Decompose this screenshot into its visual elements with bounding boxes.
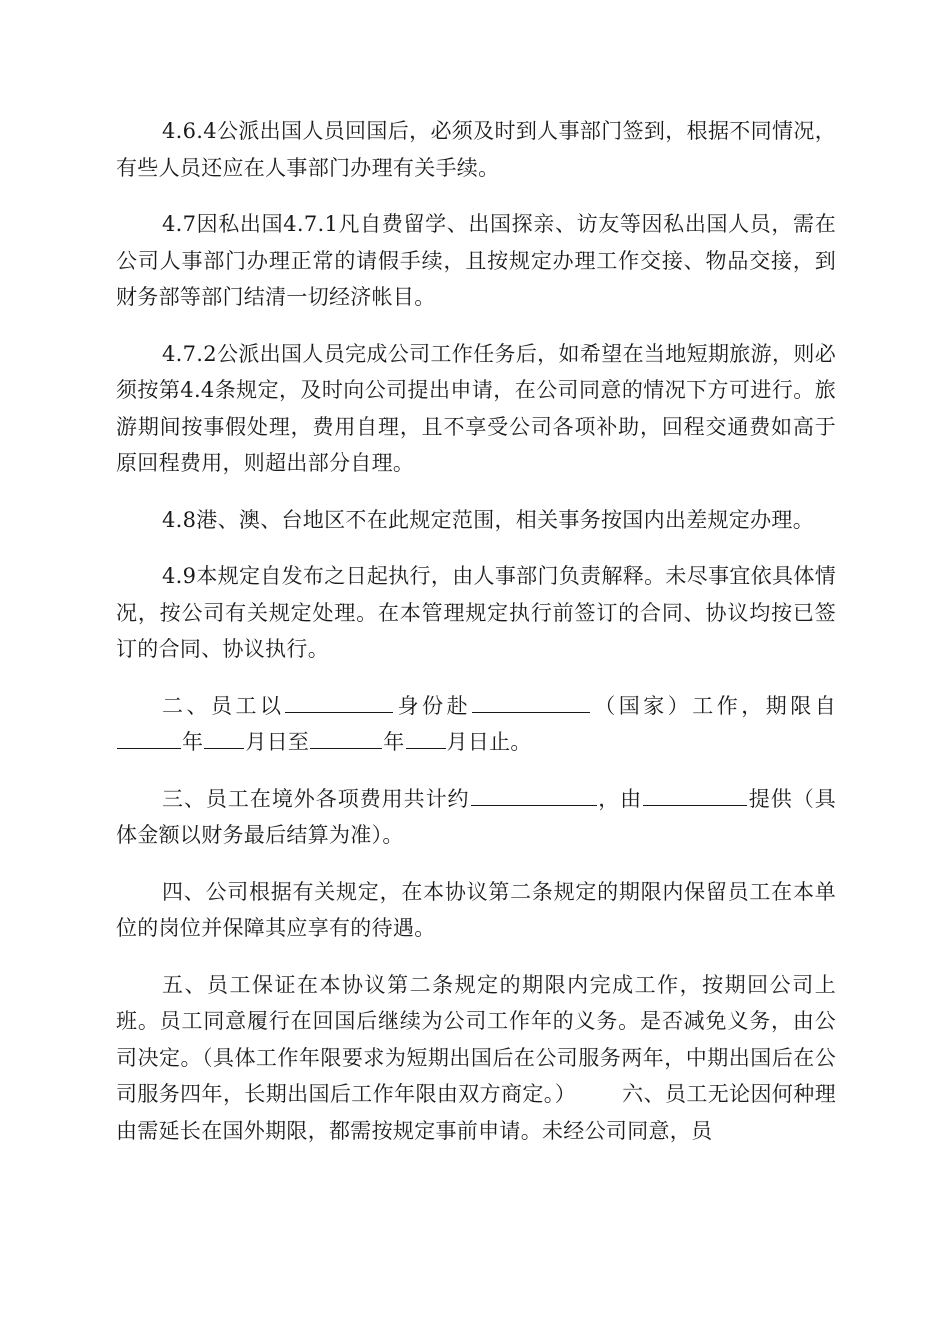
clause-2-text-3: （国家）工作，期限自 <box>591 693 836 718</box>
paragraph-4-8: 4.8港、澳、台地区不在此规定范围，相关事务按国内出差规定办理。 <box>162 507 814 532</box>
provider-blank <box>643 804 747 806</box>
clause-3-text-1: 三、员工在境外各项费用共计约 <box>162 786 470 811</box>
clause-3-text-3: 提供（具体金额以财务最后结算为准）。 <box>116 786 837 847</box>
start-month-blank <box>204 747 244 749</box>
end-month-blank <box>406 747 446 749</box>
paragraph-4-7: 4.7因私出国4.7.1凡自费留学、出国探亲、访友等因私出国人员，需在公司人事部门办理正常的请假手续，且按规定办理工作交接、物品交接，到财务部等部门结清一切经济帐目。 <box>116 212 836 309</box>
clause-3-text-2: ，由 <box>597 786 643 811</box>
clause-6-text: 六、员工无论因何种理由需延长在国外期限，都需按规定事前申请。未经公司同意，员 <box>116 1082 836 1143</box>
paragraph-4-7-2: 4.7.2公派出国人员完成公司工作任务后，如希望在当地短期旅游，则必须按第4.4条规定，及时向公司提出申请，在公司同意的情况下方可进行。旅游期间按事假处理，费用自理，且不享受公司各项补助，回程交通费如高于原回程费用，则超出部分自理。 <box>116 341 836 475</box>
clause-3 <box>116 781 836 854</box>
clause-2-text-6: 年 <box>383 730 405 754</box>
start-year-blank <box>117 747 181 749</box>
amount-blank <box>471 804 597 806</box>
clause-4: 四、公司根据有关规定，在本协议第二条规定的期限内保留员工在本单位的岗位并保障其应享有的待遇。 <box>116 879 836 940</box>
paragraph-4-9: 4.9本规定自发布之日起执行，由人事部门负责解释。未尽事宜依具体情况，按公司有关规定处理。在本管理规定执行前签订的合同、协议均按已签订的合同、协议执行。 <box>116 564 836 661</box>
clause-5 <box>116 967 836 1150</box>
identity-blank <box>285 711 393 713</box>
clause-2-text-7: 月日止。 <box>446 730 532 754</box>
document-page <box>116 113 836 1169</box>
clause-5-text: 五、员工保证在本协议第二条规定的期限内完成工作，按期回公司上班。员工同意履行在回国后继续为公司工作年的义务。是否减免义务，由公司决定。（具体工作年限要求为短期出国后在公司服务两年，中期出国后在公司服务四年，长期出国后工作年限由双方商定。） <box>116 972 836 1106</box>
clause-2-text-1: 二、员工以 <box>162 693 285 718</box>
clause-2-text-4: 年 <box>182 730 204 754</box>
clause-2-text-5: 月日至 <box>245 730 310 754</box>
end-year-blank <box>310 747 382 749</box>
country-blank <box>472 711 590 713</box>
paragraph-4-6-4: 4.6.4公派出国人员回国后，必须及时到人事部门签到，根据不同情况，有些人员还应在人事部门办理有关手续。 <box>116 119 836 180</box>
clause-2 <box>116 688 836 761</box>
clause-2-text-2: 身份赴 <box>394 693 472 718</box>
